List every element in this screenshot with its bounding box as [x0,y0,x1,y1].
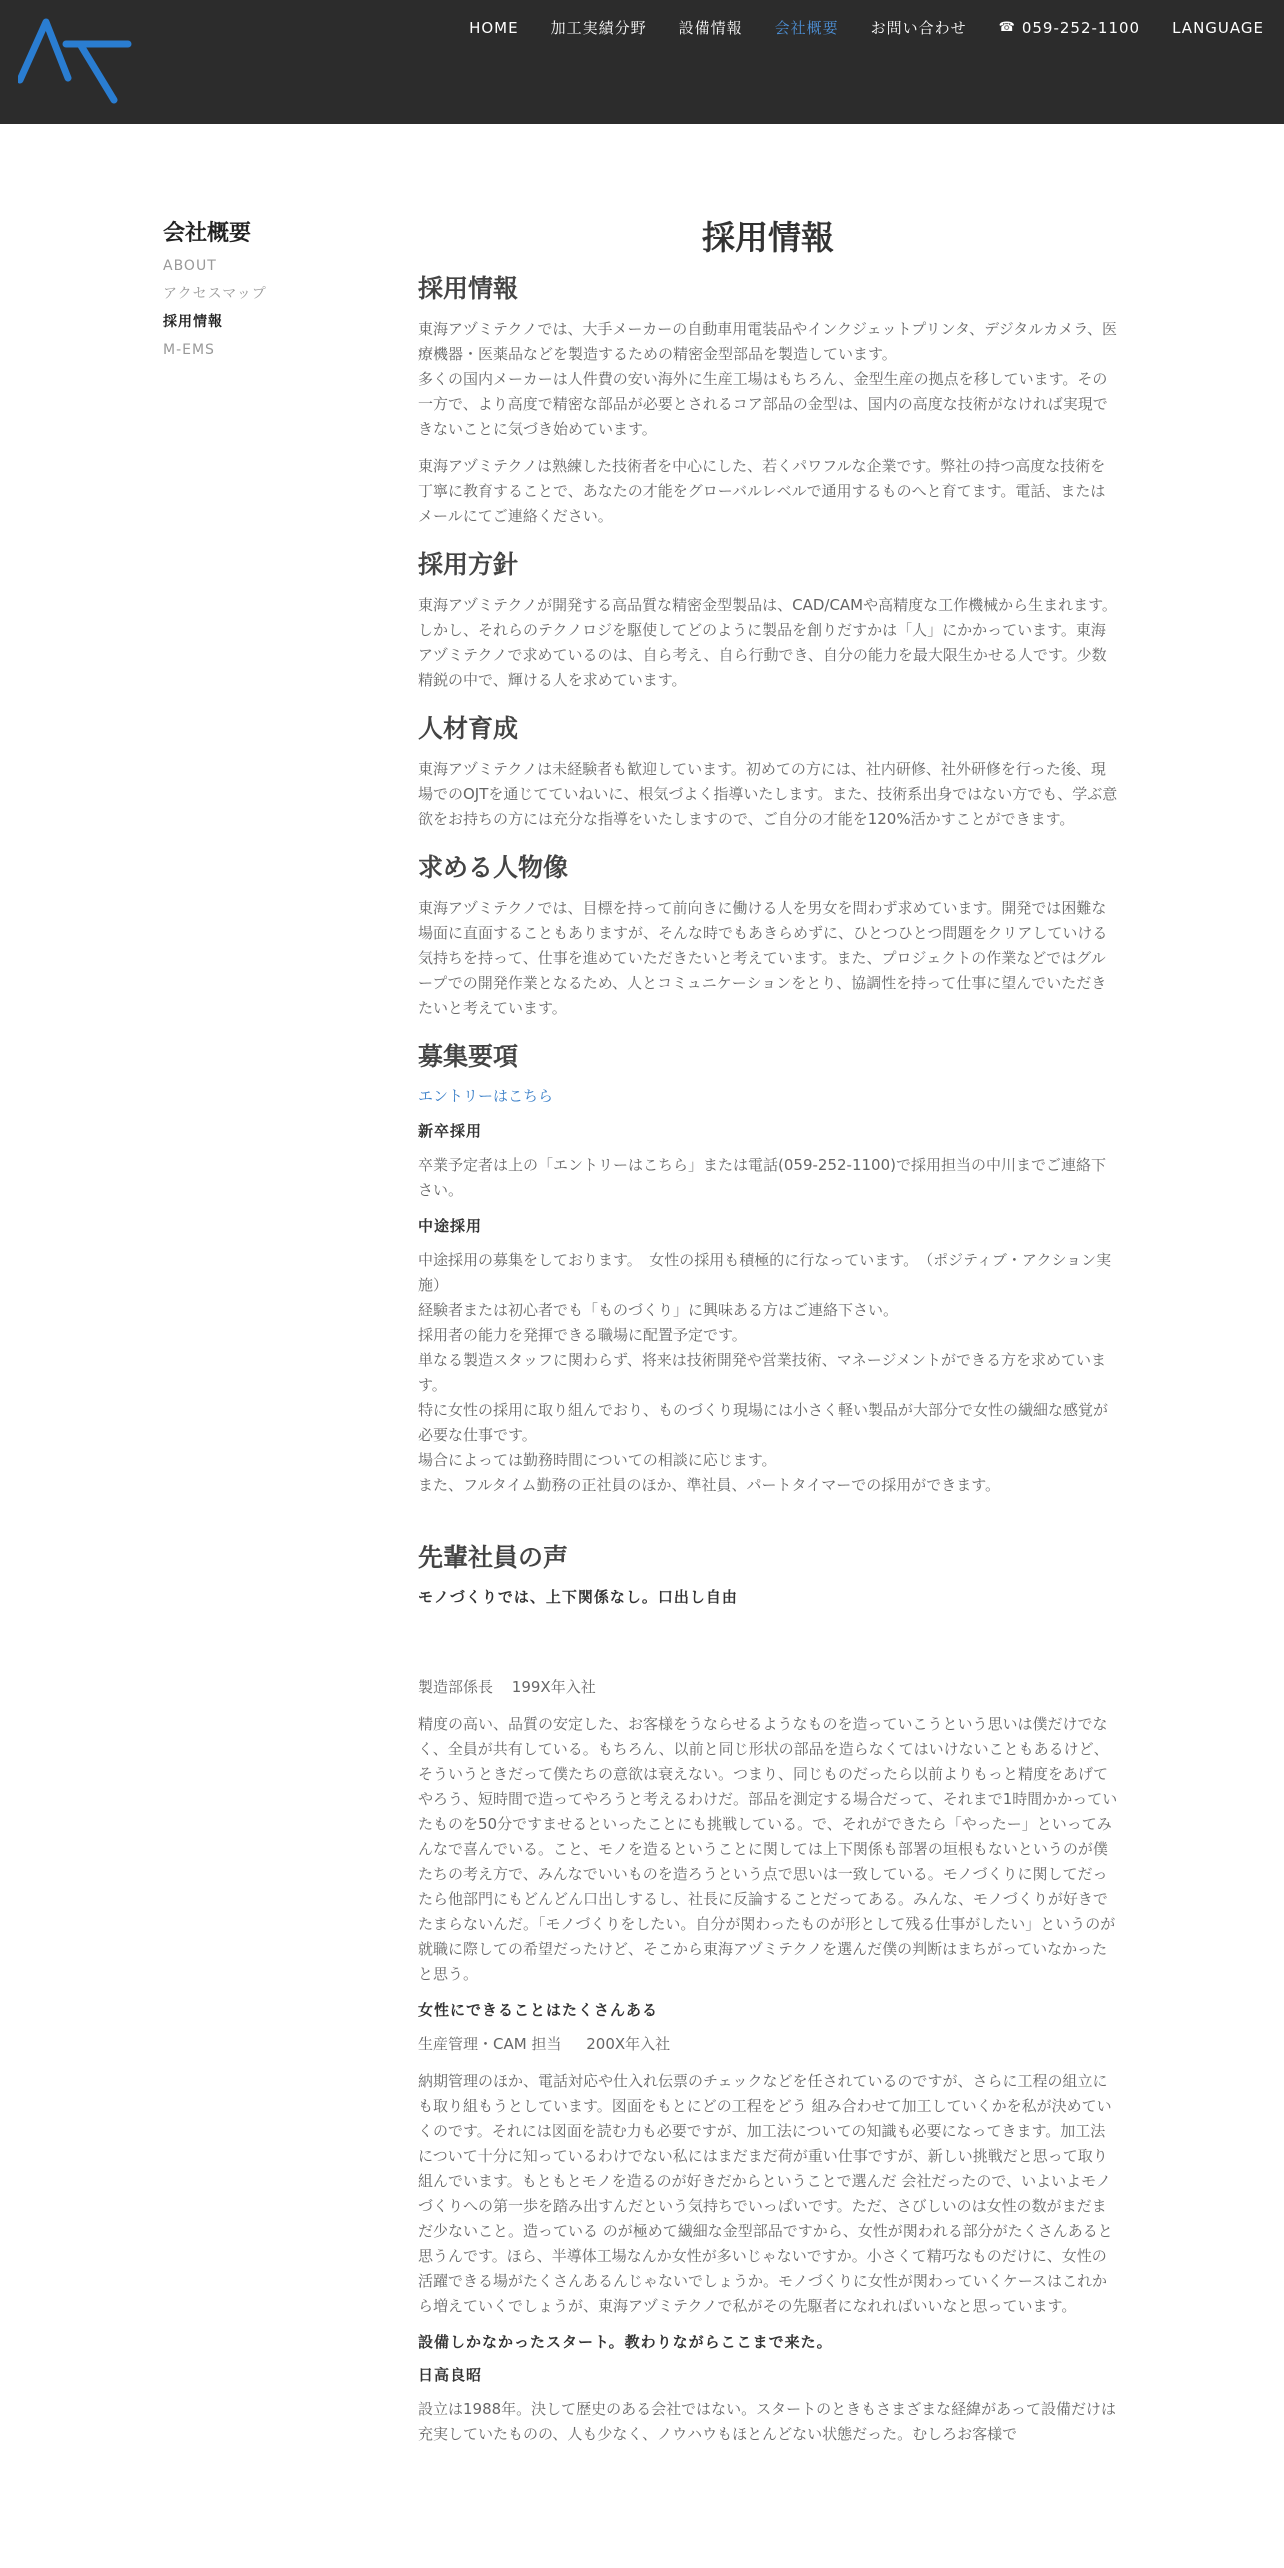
mid-career-text [418,1248,1118,1498]
nav-machining-fields[interactable]: 加工実績分野 [550,19,647,37]
mid-career-line: 場合によっては勤務時間についての相談に応じます。 [418,1451,777,1469]
section-heading-employee-voices: 先輩社員の声 [418,1543,569,1572]
main-content [418,212,1118,2459]
nav-equipment[interactable]: 設備情報 [678,19,743,37]
voice-3-title: 設備しかなかったスタート。教わりながらここまで来た。 [418,2333,833,2351]
page-title: 採用情報 [702,218,834,257]
phone-icon: ☎ [998,20,1016,35]
entry-link[interactable]: エントリーはこちら [418,1087,554,1105]
voice-1-year: 199X年入社 [511,1678,596,1696]
voice-1-title: モノづくりでは、上下関係なし。口出し自由 [418,1588,738,1606]
nav-company[interactable]: 会社概要 [774,19,839,37]
voice-1-role: 製造部係長 [418,1678,494,1696]
recruit-line-1: 東海アヅミテクノでは、大手メーカーの自動車用電装品やインクジェットプリンタ、デジタルカメラ、医療機器・医薬品などを製造するための精密金型部品を製造しています。 [418,320,1118,363]
nav-home[interactable]: HOME [469,18,519,37]
recruit-paragraph-2: 東海アヅミテクノは熟練した技術者を中心にした、若くパワフルな企業です。弊社の持つ高度な技術を丁寧に教育することで、あなたの才能をグローバルレベルで通用するものへと育てます。電話、またはメールにてご連絡ください。 [418,457,1106,525]
training-paragraph: 東海アヅミテクノは未経験者も歓迎しています。初めての方には、社内研修、社外研修を行った後、現場でのOJTを通じてていねいに、根気づよく指導いたします。また、技術系出身ではない方でも、学ぶ意欲をお持ちの方には充分な指導をいたしますので、ご自分の才能を120%活かすことができます。 [418,760,1118,828]
sidebar-item-access-map[interactable]: アクセスマップ [163,286,267,302]
mid-career-line: 特に女性の採用に取り組んでおり、ものづくり現場には小さく軽い製品が大部分で女性の繊細な感覚が必要な仕事です。 [418,1401,1109,1444]
site-header [0,0,1284,124]
sidebar-item-recruit[interactable]: 採用情報 [163,314,223,330]
voice-3-name: 日高良昭 [418,2366,483,2384]
policy-paragraph: 東海アヅミテクノが開発する高品質な精密金型製品は、CAD/CAMや高精度な工作機械から生まれます。しかし、それらのテクノロジを駆使してどのように製品を創りだすかは「人」にかかっています。東海アヅミテクノで求めているのは、自ら考え、自ら行動でき、自分の能力を最大限生かせる人です。少数精鋭の中で、輝ける人を求めています。 [418,596,1117,689]
voice-2-role: 生産管理・CAM 担当 [418,2035,562,2053]
recruit-line-2: 多くの国内メーカーは人件費の安い海外に生産工場はもちろん、金型生産の拠点を移しています。その一方で、より高度で精密な部品が必要とされるコア部品の金型は、国内の高度な技術がなければ実現できないことに気づき始めています。 [418,370,1108,438]
voice-1-text: 精度の高い、品質の安定した、お客様をうならせるようなものを造っていこうという思いは僕だけでなく、全員が共有している。もちろん、以前と同じ形状の部品を造らなくてはいけないこともあるけど、そういうときだって僕たちの意欲は衰えない。つまり、同じものだったら以前よりもっと精度をあげてやろう、短時間で造ってやろうと考えるわけだ。部品を測定する場合だって、それまで1時間かかっていたものを50分ですませるといったことにも挑戦している。で、それができたら「やったー」といってみんなで喜んでいる。こと、モノを造るということに関しては上下関係も部署の垣根もないというのが僕たちの考え方で、みんなでいいものを造ろうという点で思いは一致している。モノづくりに関してだったら他部門にもどんどん口出しするし、社長に反論することだってある。みんな、モノづくりが好きでたまらないんだ。「モノづくりをしたい。自分が関わったものが形として残る仕事がしたい」というのが就職に際しての希望だったけど、そこから東海アヅミテクノを選んだ僕の判断はまちがっていなかったと思う。 [418,1715,1118,1983]
new-grad-text: 卒業予定者は上の「エントリーはこちら」または電話(059-252-1100)で採用担当の中川までご連絡下さい。 [418,1156,1106,1199]
mid-career-line: 採用者の能力を発揮できる職場に配置予定です。 [418,1326,747,1344]
sidebar [163,216,383,369]
voice-2-text: 納期管理のほか、電話対応や仕入れ伝票のチェックなどを任されているのですが、さらに工程の組立にも取り組もうとしています。図面をもとにどの工程をどう 組み合わせて加工していくかを私が決めていくのです。それには図面を読む力も必要ですが、加工法についての知識も必要になってきます。加工法について十分に知っているわけでない私にはまだまだ荷が重い仕事ですが、新しい挑戦だと思って取り組んでいます。もともとモノを造るのが好きだからということで選んだ 会社だったので、いよいよモノづくりへの第一歩を踏み出すんだという気持ちでいっぱいです。ただ、さびしいのは女性の数がまだまだ少ないこと。造っている のが極めて繊細な金型部品ですから、女性が関われる部分がたくさんあると思うんです。ほら、半導体工場なんか女性が多いじゃないですか。小さくて精巧なものだけに、女性の活躍できる場がたくさんあるんじゃないでしょうか。モノづくりに女性が関わっていくケースはこれから増えていくでしょうが、東海アヅミテクノで私がその先駆者になれればいいなと思っています。 [418,2072,1113,2315]
mid-career-line: 単なる製造スタッフに関わらず、将来は技術開発や営業技術、マネージメントができる方を求めています。 [418,1351,1107,1394]
voice-1-spacer [418,1619,1118,1675]
new-grad-title: 新卒採用 [418,1122,483,1140]
voice-1-meta [418,1675,1118,1700]
nav-contact[interactable]: お問い合わせ [870,19,967,37]
section-heading-training: 人材育成 [418,714,519,743]
sidebar-title: 会社概要 [163,221,252,246]
nav-phone[interactable] [999,19,1140,37]
section-heading-requirements: 募集要項 [418,1042,519,1071]
sidebar-item-about[interactable]: ABOUT [163,258,217,274]
nav-language[interactable]: LANGUAGE [1172,18,1264,37]
mid-career-line: 経験者または初心者でも「ものづくり」に興味ある方はご連絡下さい。 [418,1301,899,1319]
phone-number: 059-252-1100 [1021,18,1141,37]
sidebar-item-m-ems[interactable]: M-EMS [163,342,215,358]
voice-2-title: 女性にできることはたくさんある [418,2001,659,2019]
ideal-person-paragraph: 東海アヅミテクノでは、目標を持って前向きに働ける人を男女を問わず求めています。開発では困難な場面に直面することもありますが、そんな時でもあきらめずに、ひとつひとつ問題をクリアしていける気持ちを持って、仕事を進めていただきたいと考えています。また、プロジェクトの作業などではグループでの開発作業となるため、人とコミュニケーションをとり、協調性を持って仕事に望んでいただきたいと考えています。 [418,899,1108,1017]
recruit-paragraph-1 [418,317,1118,442]
mid-career-line: また、フルタイム勤務の正社員のほか、準社員、パートタイマーでの採用ができます。 [418,1476,1001,1494]
main-nav [437,17,1264,38]
voice-3-text: 設立は1988年。決して歴史のある会社ではない。スタートのときもさまざまな経緯があって設備だけは充実していたものの、人も少なく、ノウハウもほとんどない状態だった。むしろお客様で [418,2400,1117,2443]
company-logo-icon[interactable] [18,18,132,108]
section-heading-ideal-person: 求める人物像 [418,853,569,882]
mid-career-line: 中途採用の募集をしております。 女性の採用も積極的に行なっています。 （ポジティブ・アクション実施） [418,1251,1112,1294]
voice-2-meta [418,2032,1118,2057]
section-heading-policy: 採用方針 [418,550,519,579]
section-heading-recruit: 採用情報 [418,274,519,303]
mid-career-title: 中途採用 [418,1217,483,1235]
voice-2-year: 200X年入社 [586,2035,671,2053]
